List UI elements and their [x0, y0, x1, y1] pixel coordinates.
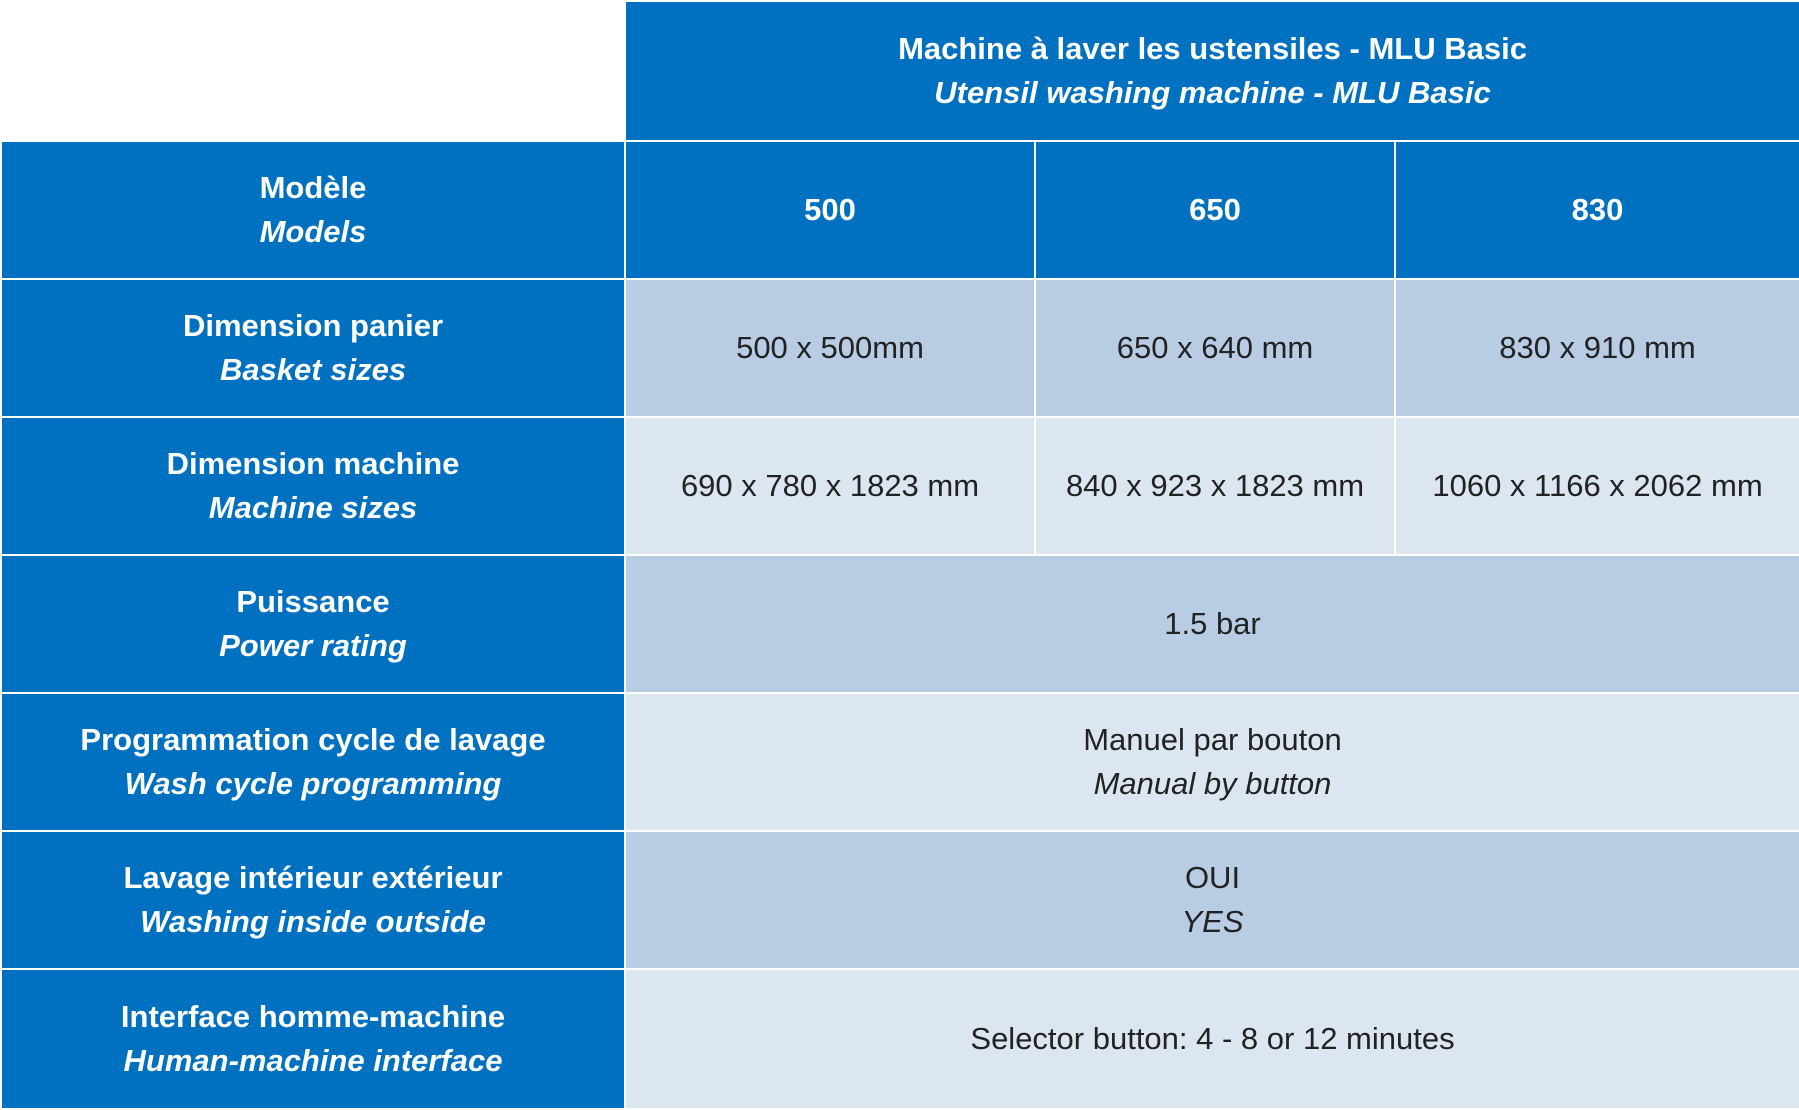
row-label-basket: [1, 279, 625, 417]
label-fr: Dimension panier: [182, 308, 444, 343]
basket-650-cell: [1035, 279, 1395, 417]
models-row: [1, 141, 1799, 279]
machine-500-cell: [625, 417, 1035, 555]
model-500-header: 500: [625, 141, 1035, 279]
cell-value: 1060 x 1166 x 2062 mm: [1432, 468, 1763, 503]
cell-value: 650 x 640 mm: [1116, 330, 1314, 365]
label-en: Wash cycle programming: [124, 766, 502, 801]
washing-row: [1, 831, 1799, 969]
row-label-models: [1, 141, 625, 279]
row-label-hmi: [1, 969, 625, 1109]
label-en: Washing inside outside: [140, 904, 486, 939]
cell-value-fr: Manuel par bouton: [1083, 722, 1342, 757]
power-row: [1, 555, 1799, 693]
cell-value: 830 x 910 mm: [1499, 330, 1696, 365]
label-fr: Modèle: [259, 170, 367, 205]
label-fr: Dimension machine: [166, 446, 460, 481]
title-row: [1, 1, 1799, 141]
title-fr: Machine à laver les ustensiles - MLU Basic: [898, 31, 1527, 66]
machine-650-cell: [1035, 417, 1395, 555]
model-830-header: 830: [1395, 141, 1799, 279]
label-fr: Interface homme-machine: [120, 999, 506, 1034]
label-en: Human-machine interface: [123, 1043, 503, 1078]
cell-value-fr: OUI: [1184, 860, 1241, 895]
cell-value-en: YES: [1181, 904, 1244, 939]
label-fr: Programmation cycle de lavage: [80, 722, 546, 757]
cell-value-en: Manual by button: [1093, 766, 1332, 801]
cell-value: 840 x 923 x 1823 mm: [1065, 468, 1365, 503]
label-fr: Lavage intérieur extérieur: [123, 860, 503, 895]
empty-corner-cell: [1, 1, 625, 141]
label-en: Models: [259, 214, 367, 249]
basket-row: [1, 279, 1799, 417]
cell-value: 500 x 500mm: [736, 330, 924, 365]
label-en: Machine sizes: [208, 490, 418, 525]
basket-500-cell: [625, 279, 1035, 417]
title-en: Utensil washing machine - MLU Basic: [934, 75, 1491, 110]
row-label-washing: [1, 831, 625, 969]
machine-830-cell: [1395, 417, 1799, 555]
cell-value: 1.5 bar: [1164, 606, 1261, 641]
hmi-value-cell: [625, 969, 1799, 1109]
cell-value: 690 x 780 x 1823 mm: [680, 468, 980, 503]
row-label-power: [1, 555, 625, 693]
cycle-value-cell: [625, 693, 1799, 831]
row-label-cycle: [1, 693, 625, 831]
row-label-machine: [1, 417, 625, 555]
label-fr: Puissance: [236, 584, 390, 619]
basket-830-cell: [1395, 279, 1799, 417]
machine-row: [1, 417, 1799, 555]
washing-value-cell: [625, 831, 1799, 969]
table-title: [625, 1, 1799, 141]
cell-value: Selector button: 4 - 8 or 12 minutes: [970, 1021, 1455, 1056]
cycle-row: [1, 693, 1799, 831]
model-650-header: 650: [1035, 141, 1395, 279]
label-en: Power rating: [219, 628, 407, 663]
label-en: Basket sizes: [219, 352, 407, 387]
hmi-row: [1, 969, 1799, 1109]
power-value-cell: [625, 555, 1799, 693]
